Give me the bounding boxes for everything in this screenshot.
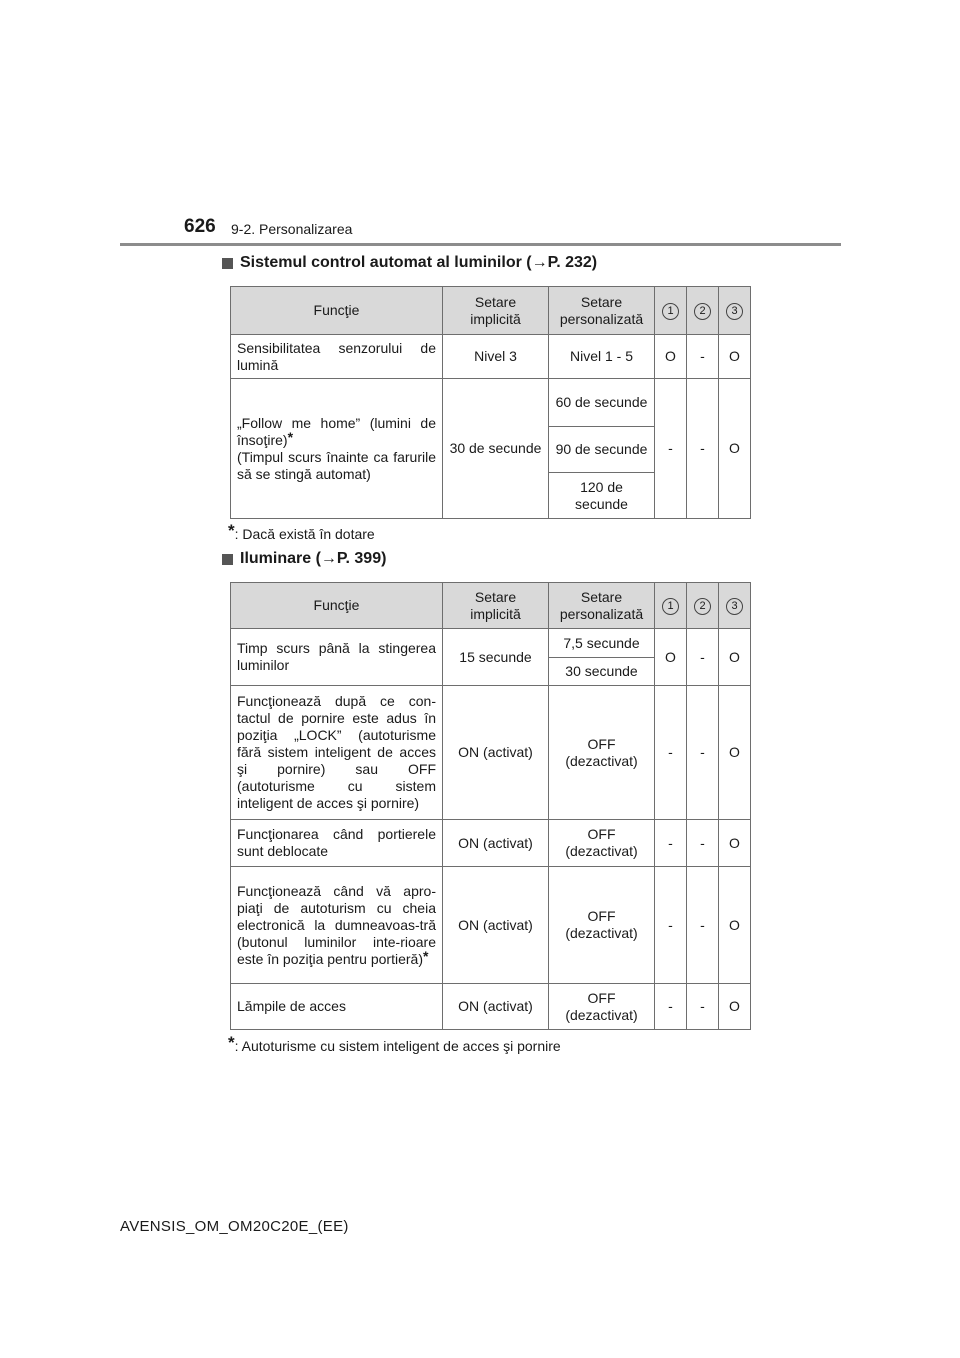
circled-3-icon: 3 <box>726 303 743 320</box>
heading-ref: P. 232) <box>547 254 598 271</box>
cell-custom: 120 de secunde <box>549 473 655 519</box>
cell-default: ON (activat) <box>443 984 549 1030</box>
col-default: Setare implicită <box>443 583 549 629</box>
table-row <box>231 335 751 379</box>
footnote-star: * <box>228 521 235 540</box>
header-rule <box>120 243 841 246</box>
function-text: Funcţionează când vă apro-piaţi de autoturism cu cheia electronică la dumneavoas-tră (butonul luminilor inte-rioare este în poziţia pentru portieră) <box>237 882 436 967</box>
cell-c2: - <box>687 820 719 867</box>
footnote-star: * <box>228 1033 235 1052</box>
cell-c2: - <box>687 379 719 519</box>
footnote-star: * <box>287 428 294 445</box>
cell-default: ON (activat) <box>443 867 549 984</box>
cell-c3: O <box>719 686 751 820</box>
cell-function: Funcţionează după ce con-tactul de pornire este adus în poziţia „LOCK” (autoturisme fără sistem inteligent de acces şi pornire) sau OFF (autoturisme cu sistem inteligent de acces şi pornire) <box>231 686 443 820</box>
heading-text: Iluminare ( <box>240 550 321 567</box>
cell-c2: - <box>687 686 719 820</box>
footnote-1 <box>228 521 375 544</box>
cell-function: Lămpile de acces <box>231 984 443 1030</box>
page-number: 626 <box>184 216 216 237</box>
cell-default: 15 secunde <box>443 629 549 686</box>
cell-c3: O <box>719 379 751 519</box>
function-extra: (Timpul scurs înainte ca farurile să se stingă automat) <box>237 448 436 482</box>
table-row <box>231 867 751 984</box>
cell-custom: 90 de secunde <box>549 427 655 473</box>
cell-function: Funcţionarea când portierele sunt deblocate <box>231 820 443 867</box>
table-header-row <box>231 583 751 629</box>
col-function: Funcţie <box>231 287 443 335</box>
cell-default: Nivel 3 <box>443 335 549 379</box>
col-custom: Setare personalizată <box>549 287 655 335</box>
table-row <box>231 984 751 1030</box>
cell-custom: OFF (dezactivat) <box>549 686 655 820</box>
cell-function <box>231 379 443 519</box>
cell-c1: - <box>655 867 687 984</box>
cell-c1: O <box>655 629 687 686</box>
cell-custom: 7,5 secunde <box>549 629 655 658</box>
col-2 <box>687 287 719 335</box>
cell-custom: Nivel 1 - 5 <box>549 335 655 379</box>
cell-c1: - <box>655 820 687 867</box>
cell-c2: - <box>687 629 719 686</box>
cell-default: ON (activat) <box>443 686 549 820</box>
col-1 <box>655 287 687 335</box>
circled-1-icon: 1 <box>662 303 679 320</box>
document-code: AVENSIS_OM_OM20C20E_(EE) <box>120 1218 349 1235</box>
cell-custom: OFF (dezactivat) <box>549 984 655 1030</box>
col-1 <box>655 583 687 629</box>
cell-function: Sensibilitatea senzorului de lumină <box>231 335 443 379</box>
cell-custom: OFF (dezactivat) <box>549 867 655 984</box>
table-row <box>231 820 751 867</box>
col-function: Funcţie <box>231 583 443 629</box>
cell-c3: O <box>719 629 751 686</box>
auto-lights-table <box>230 286 751 519</box>
cell-custom: 30 secunde <box>549 658 655 686</box>
cell-default: 30 de secunde <box>443 379 549 519</box>
section-heading-auto-lights <box>222 254 597 272</box>
cell-function: Timp scurs până la stingerea luminilor <box>231 629 443 686</box>
col-default: Setare implicită <box>443 287 549 335</box>
function-text: „Follow me home” (lumini de însoţire) <box>237 414 436 448</box>
illumination-table <box>230 582 751 1030</box>
footnote-star: * <box>423 947 429 964</box>
cell-c1: O <box>655 335 687 379</box>
cell-c1: - <box>655 686 687 820</box>
arrow-right-icon: → <box>320 550 337 567</box>
cell-function <box>231 867 443 984</box>
table-row <box>231 629 751 658</box>
cell-c1: - <box>655 984 687 1030</box>
table-row <box>231 379 751 427</box>
cell-c3: O <box>719 820 751 867</box>
cell-c1: - <box>655 379 687 519</box>
cell-default: ON (activat) <box>443 820 549 867</box>
cell-c2: - <box>687 867 719 984</box>
footnote-2 <box>228 1033 561 1056</box>
cell-c3: O <box>719 867 751 984</box>
col-3 <box>719 287 751 335</box>
section-heading-illumination <box>222 550 386 568</box>
col-3 <box>719 583 751 629</box>
footnote-text: : Autoturisme cu sistem inteligent de acces şi pornire <box>234 1038 561 1054</box>
heading-text: Sistemul control automat al luminilor ( <box>240 254 532 271</box>
col-custom: Setare personalizată <box>549 583 655 629</box>
circled-2-icon: 2 <box>694 303 711 320</box>
bullet-square-icon <box>222 258 233 269</box>
col-2 <box>687 583 719 629</box>
cell-c3: O <box>719 335 751 379</box>
table-row <box>231 686 751 820</box>
heading-ref: P. 399) <box>336 550 387 567</box>
section-label: 9-2. Personalizarea <box>231 221 353 237</box>
footnote-text: : Dacă există în dotare <box>234 526 375 542</box>
circled-1-icon: 1 <box>662 598 679 615</box>
cell-custom: OFF (dezactivat) <box>549 820 655 867</box>
circled-3-icon: 3 <box>726 598 743 615</box>
cell-custom: 60 de secunde <box>549 379 655 427</box>
circled-2-icon: 2 <box>694 598 711 615</box>
bullet-square-icon <box>222 554 233 565</box>
cell-c2: - <box>687 335 719 379</box>
cell-c3: O <box>719 984 751 1030</box>
arrow-right-icon: → <box>531 254 548 271</box>
table-header-row <box>231 287 751 335</box>
cell-c2: - <box>687 984 719 1030</box>
